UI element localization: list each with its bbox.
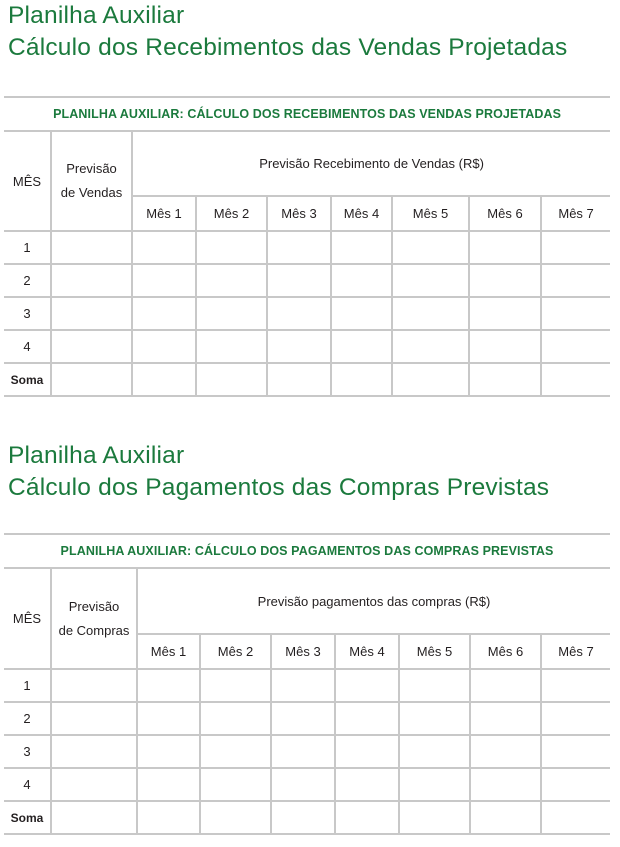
data-cell[interactable]	[196, 363, 267, 396]
data-cell[interactable]	[271, 702, 335, 735]
table-row	[4, 702, 610, 735]
data-cell[interactable]	[541, 297, 610, 330]
data-cell[interactable]	[51, 669, 137, 702]
month-header: Mês 7	[541, 634, 610, 669]
column-header-mes: MÊS	[4, 568, 51, 669]
section2-heading-line1: Planilha Auxiliar	[8, 442, 185, 469]
data-cell[interactable]	[132, 231, 196, 264]
data-cell[interactable]	[331, 264, 392, 297]
month-header: Mês 5	[399, 634, 470, 669]
column-header-previsao	[51, 568, 137, 669]
data-cell[interactable]	[399, 768, 470, 801]
table-title: PLANILHA AUXILIAR: CÁLCULO DOS PAGAMENTOS DAS COMPRAS PREVISTAS	[4, 534, 610, 568]
data-cell[interactable]	[271, 669, 335, 702]
data-cell[interactable]	[541, 330, 610, 363]
row-label-soma: Soma	[4, 363, 51, 396]
data-cell[interactable]	[335, 801, 399, 834]
table-row-soma	[4, 363, 610, 396]
data-cell[interactable]	[470, 702, 541, 735]
table-row	[4, 669, 610, 702]
data-cell[interactable]	[132, 297, 196, 330]
data-cell[interactable]	[51, 702, 137, 735]
data-cell[interactable]	[200, 735, 271, 768]
data-cell[interactable]	[470, 669, 541, 702]
data-cell[interactable]	[200, 669, 271, 702]
table-row	[4, 297, 610, 330]
month-header: Mês 1	[137, 634, 200, 669]
column-header-previsao-line2: de Vendas	[60, 185, 123, 200]
data-cell[interactable]	[541, 768, 610, 801]
data-cell[interactable]	[137, 801, 200, 834]
data-cell[interactable]	[399, 735, 470, 768]
data-cell[interactable]	[271, 768, 335, 801]
row-label: 3	[4, 297, 51, 330]
month-header: Mês 2	[196, 196, 267, 231]
section1-heading-line2: Cálculo dos Recebimentos das Vendas Projetadas	[8, 34, 568, 61]
data-cell[interactable]	[271, 735, 335, 768]
month-header: Mês 6	[469, 196, 541, 231]
data-cell[interactable]	[132, 363, 196, 396]
table-row-soma	[4, 801, 610, 834]
data-cell[interactable]	[51, 231, 132, 264]
data-cell[interactable]	[469, 231, 541, 264]
data-cell[interactable]	[196, 231, 267, 264]
month-header: Mês 1	[132, 196, 196, 231]
month-header: Mês 3	[267, 196, 331, 231]
data-cell[interactable]	[335, 735, 399, 768]
month-header: Mês 3	[271, 634, 335, 669]
row-label: 1	[4, 231, 51, 264]
table-row	[4, 231, 610, 264]
data-cell[interactable]	[399, 801, 470, 834]
data-cell[interactable]	[137, 669, 200, 702]
data-cell[interactable]	[51, 363, 132, 396]
data-cell[interactable]	[137, 768, 200, 801]
data-cell[interactable]	[200, 768, 271, 801]
data-cell[interactable]	[331, 330, 392, 363]
row-label: 3	[4, 735, 51, 768]
table-row	[4, 735, 610, 768]
row-label: 4	[4, 768, 51, 801]
month-header: Mês 6	[470, 634, 541, 669]
data-cell[interactable]	[469, 297, 541, 330]
data-cell[interactable]	[392, 363, 469, 396]
data-cell[interactable]	[196, 264, 267, 297]
column-header-previsao-line1: Previsão	[68, 598, 120, 614]
data-cell[interactable]	[132, 330, 196, 363]
data-cell[interactable]	[392, 297, 469, 330]
section2-heading	[8, 440, 549, 504]
row-label: 1	[4, 669, 51, 702]
month-header: Mês 5	[392, 196, 469, 231]
data-cell[interactable]	[399, 702, 470, 735]
data-cell[interactable]	[399, 669, 470, 702]
data-cell[interactable]	[331, 231, 392, 264]
data-cell[interactable]	[392, 231, 469, 264]
data-cell[interactable]	[335, 669, 399, 702]
column-header-mes: MÊS	[4, 131, 51, 231]
data-cell[interactable]	[469, 363, 541, 396]
data-cell[interactable]	[267, 363, 331, 396]
data-cell[interactable]	[470, 801, 541, 834]
column-header-previsao	[51, 131, 132, 231]
data-cell[interactable]	[196, 297, 267, 330]
table-title: PLANILHA AUXILIAR: CÁLCULO DOS RECEBIMENTOS DAS VENDAS PROJETADAS	[4, 97, 610, 131]
data-cell[interactable]	[392, 330, 469, 363]
data-cell[interactable]	[271, 801, 335, 834]
table-row	[4, 768, 610, 801]
row-label-soma: Soma	[4, 801, 51, 834]
data-cell[interactable]	[51, 768, 137, 801]
data-cell[interactable]	[196, 330, 267, 363]
data-cell[interactable]	[541, 801, 610, 834]
table-row	[4, 330, 610, 363]
data-cell[interactable]	[137, 702, 200, 735]
data-cell[interactable]	[137, 735, 200, 768]
column-header-previsao-line2: de Compras	[58, 622, 130, 638]
section1-heading-line1: Planilha Auxiliar	[8, 2, 185, 29]
group-header: Previsão Recebimento de Vendas (R$)	[132, 131, 610, 196]
month-header: Mês 7	[541, 196, 610, 231]
data-cell[interactable]	[51, 330, 132, 363]
data-cell[interactable]	[132, 264, 196, 297]
table-row	[4, 264, 610, 297]
data-cell[interactable]	[331, 363, 392, 396]
data-cell[interactable]	[541, 363, 610, 396]
data-cell[interactable]	[335, 702, 399, 735]
data-cell[interactable]	[267, 330, 331, 363]
column-header-previsao-line1: Previsão	[66, 161, 117, 176]
data-cell[interactable]	[267, 297, 331, 330]
month-header: Mês 4	[335, 634, 399, 669]
data-cell[interactable]	[51, 735, 137, 768]
purchase-payments-table	[4, 533, 610, 835]
data-cell[interactable]	[51, 801, 137, 834]
data-cell[interactable]	[470, 735, 541, 768]
data-cell[interactable]	[470, 768, 541, 801]
data-cell[interactable]	[541, 264, 610, 297]
group-header: Previsão pagamentos das compras (R$)	[137, 568, 610, 634]
data-cell[interactable]	[392, 264, 469, 297]
data-cell[interactable]	[541, 669, 610, 702]
data-cell[interactable]	[541, 702, 610, 735]
data-cell[interactable]	[469, 264, 541, 297]
data-cell[interactable]	[541, 735, 610, 768]
row-label: 4	[4, 330, 51, 363]
data-cell[interactable]	[267, 231, 331, 264]
data-cell[interactable]	[331, 297, 392, 330]
section2-heading-line2: Cálculo dos Pagamentos das Compras Previstas	[8, 474, 550, 501]
data-cell[interactable]	[200, 801, 271, 834]
section1-heading	[8, 0, 567, 64]
row-label: 2	[4, 264, 51, 297]
data-cell[interactable]	[51, 297, 132, 330]
data-cell[interactable]	[541, 231, 610, 264]
data-cell[interactable]	[200, 702, 271, 735]
month-header: Mês 2	[200, 634, 271, 669]
data-cell[interactable]	[51, 264, 132, 297]
row-label: 2	[4, 702, 51, 735]
data-cell[interactable]	[469, 330, 541, 363]
data-cell[interactable]	[335, 768, 399, 801]
sales-receipts-table	[4, 96, 610, 397]
month-header: Mês 4	[331, 196, 392, 231]
data-cell[interactable]	[267, 264, 331, 297]
